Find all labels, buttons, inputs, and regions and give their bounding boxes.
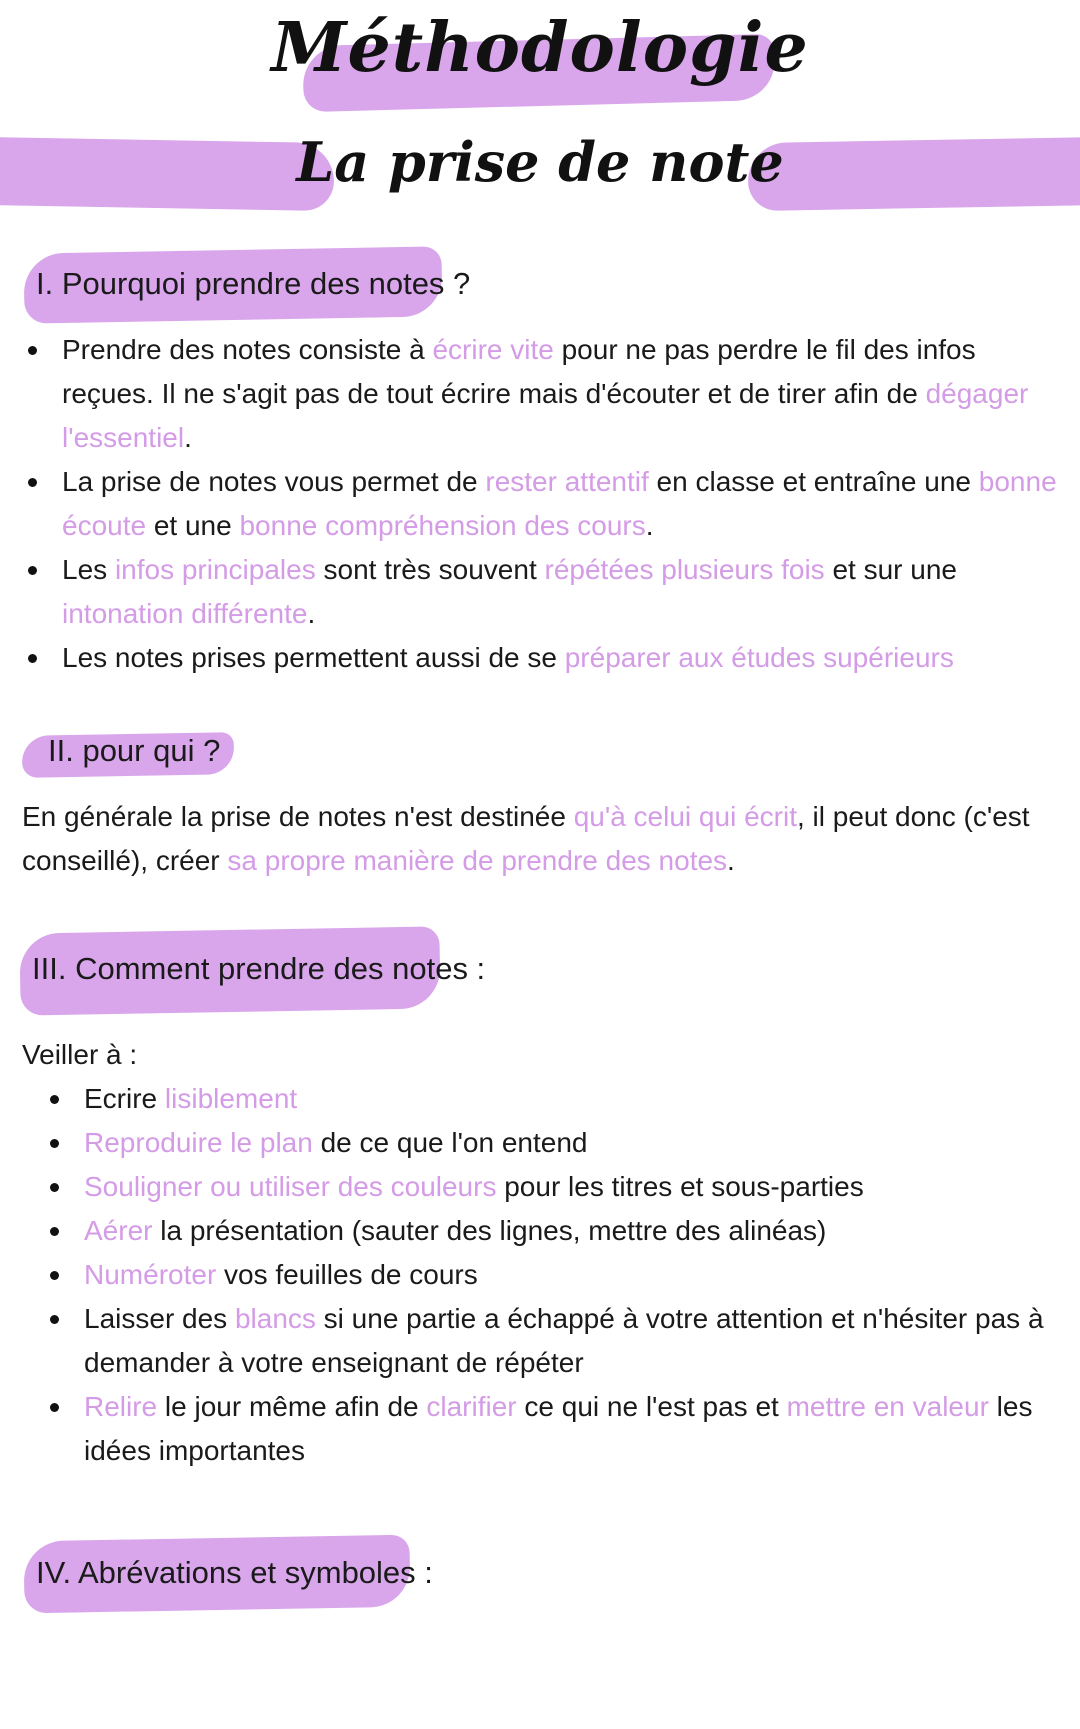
list-item: Les infos principales sont très souvent répétées plusieurs fois et sur une intonation différente. (62, 548, 1074, 636)
list-item: La prise de notes vous permet de rester attentif en classe et entraîne une bonne écoute et une bonne compréhension des cours. (62, 460, 1074, 548)
section1-heading: I. Pourquoi prendre des notes ? (36, 266, 471, 301)
bullet-icon (50, 1183, 59, 1192)
bullet-icon (28, 346, 37, 355)
list-item: Aérer la présentation (sauter des lignes, mettre des alinéas) (84, 1209, 1064, 1253)
page-subtitle: La prise de note (296, 130, 784, 194)
list-item: Les notes prises permettent aussi de se préparer aux études supérieurs (62, 636, 1074, 680)
list-item: Reproduire le plan de ce que l'on entend (84, 1121, 1064, 1165)
bullet-icon (50, 1139, 59, 1148)
section3-list (84, 1077, 1064, 1473)
page-title: Méthodologie (271, 8, 809, 88)
section2-paragraph: En générale la prise de notes n'est destinée qu'à celui qui écrit, il peut donc (c'est conseillé), créer sa propre manière de prendre des notes. (22, 801, 1030, 876)
list-item: Souligner ou utiliser des couleurs pour les titres et sous-parties (84, 1165, 1064, 1209)
bullet-icon (50, 1271, 59, 1280)
bullet-icon (28, 566, 37, 575)
bullet-icon (28, 654, 37, 663)
section3-intro: Veiller à : (22, 1039, 138, 1070)
section4-heading: IV. Abrévations et symboles : (36, 1555, 433, 1590)
section1-list (62, 328, 1074, 680)
bullet-icon (50, 1227, 59, 1236)
bullet-icon (50, 1095, 59, 1104)
list-item: Prendre des notes consiste à écrire vite pour ne pas perdre le fil des infos reçues. Il ne s'agit pas de tout écrire mais d'écouter et de tirer afin de dégager l'essentiel. (62, 328, 1074, 460)
bullet-icon (50, 1403, 59, 1412)
list-item: Laisser des blancs si une partie a échappé à votre attention et n'hésiter pas à demander à votre enseignant de répéter (84, 1297, 1064, 1385)
section3-heading: III. Comment prendre des notes : (32, 951, 486, 986)
section2-heading: II. pour qui ? (48, 733, 221, 768)
list-item: Numéroter vos feuilles de cours (84, 1253, 1064, 1297)
bullet-icon (28, 478, 37, 487)
bullet-icon (50, 1315, 59, 1324)
list-item: Ecrire lisiblement (84, 1077, 1064, 1121)
list-item: Relire le jour même afin de clarifier ce qui ne l'est pas et mettre en valeur les idées importantes (84, 1385, 1064, 1473)
